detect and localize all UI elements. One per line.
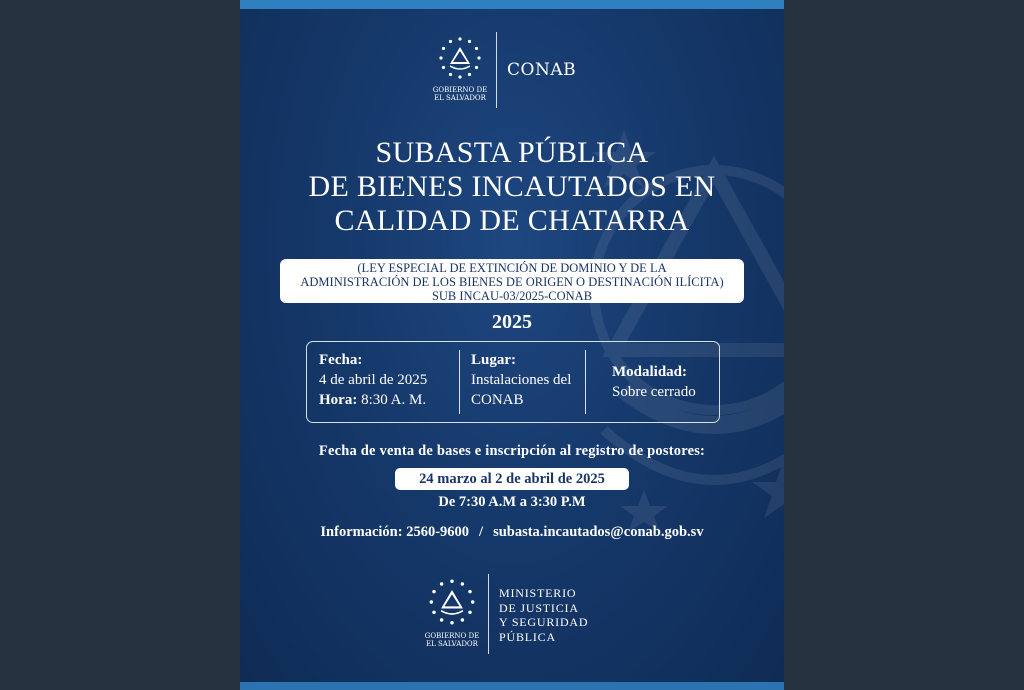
modalidad-value: Sobre cerrado [612,384,696,400]
header-government-label [422,86,498,102]
sale-dates: 24 marzo al 2 de abril de 2025 [395,468,629,490]
contact-separator: / [479,524,484,540]
ministry-line3: Y SEGURIDAD [499,615,589,629]
footer-logo [420,574,620,656]
footer-government-label [414,632,490,648]
event-details-box [306,341,720,423]
bottom-band [240,682,784,690]
modalidad-label: Modalidad: [612,364,688,380]
agency-name: CONAB [507,60,577,80]
modality-column [612,362,696,402]
ministry-line4: PÚBLICA [499,629,556,644]
law-line1: (LEY ESPECIAL DE EXTINCIÓN DE DOMINIO Y DE LA [357,261,667,275]
law-reference-box [280,259,744,303]
sale-hours: De 7:30 A.M a 3:30 P.M [438,494,586,510]
sale-heading: Fecha de venta de bases e inscripción al registro de postores: [318,443,706,459]
poster [240,0,784,690]
footer-government-line2: EL SALVADOR [426,640,478,648]
hora-label: Hora: [319,392,358,408]
contact-line [240,524,784,541]
law-line2: ADMINISTRACIÓN DE LOS BIENES DE ORIGEN O DESTINACIÓN ILÍCITA) [300,275,724,289]
coat-of-arms-icon [438,36,482,80]
ministry-name [499,586,588,644]
fecha-value: 4 de abril de 2025 [319,372,428,388]
ministry-line2: DE JUSTICIA [499,600,579,615]
title-line3: CALIDAD DE CHATARRA [334,204,690,237]
column-divider [585,350,586,414]
header-government-line2: EL SALVADOR [434,94,486,102]
contact-phone: Información: 2560-9600 [320,524,470,540]
lugar-label: Lugar: [471,352,516,368]
footer-government-line1: GOBIERNO DE [424,632,480,640]
fecha-label: Fecha: [319,352,363,368]
contact-email: subasta.incautados@conab.gob.sv [493,524,704,540]
header-government-line1: GOBIERNO DE [432,86,488,94]
title-line1: SUBASTA PÚBLICA [375,136,649,169]
coat-of-arms-icon [428,578,476,626]
ministry-line1: MINISTERIO [499,586,577,600]
lugar-value-line2: CONAB [471,392,524,408]
year: 2025 [492,311,532,333]
title-line2: DE BIENES INCAUTADOS EN [308,170,716,203]
top-band [240,0,784,9]
hora-value: 8:30 A. M. [361,392,427,408]
header-divider [496,32,497,108]
place-column [471,350,571,410]
lugar-value-line1: Instalaciones del [471,372,572,388]
law-line3: SUB INCAU-03/2025-CONAB [431,289,593,303]
header-logo [430,30,610,110]
page-title [240,136,784,238]
footer-divider [488,574,489,654]
column-divider [459,350,460,414]
date-column [319,350,427,410]
